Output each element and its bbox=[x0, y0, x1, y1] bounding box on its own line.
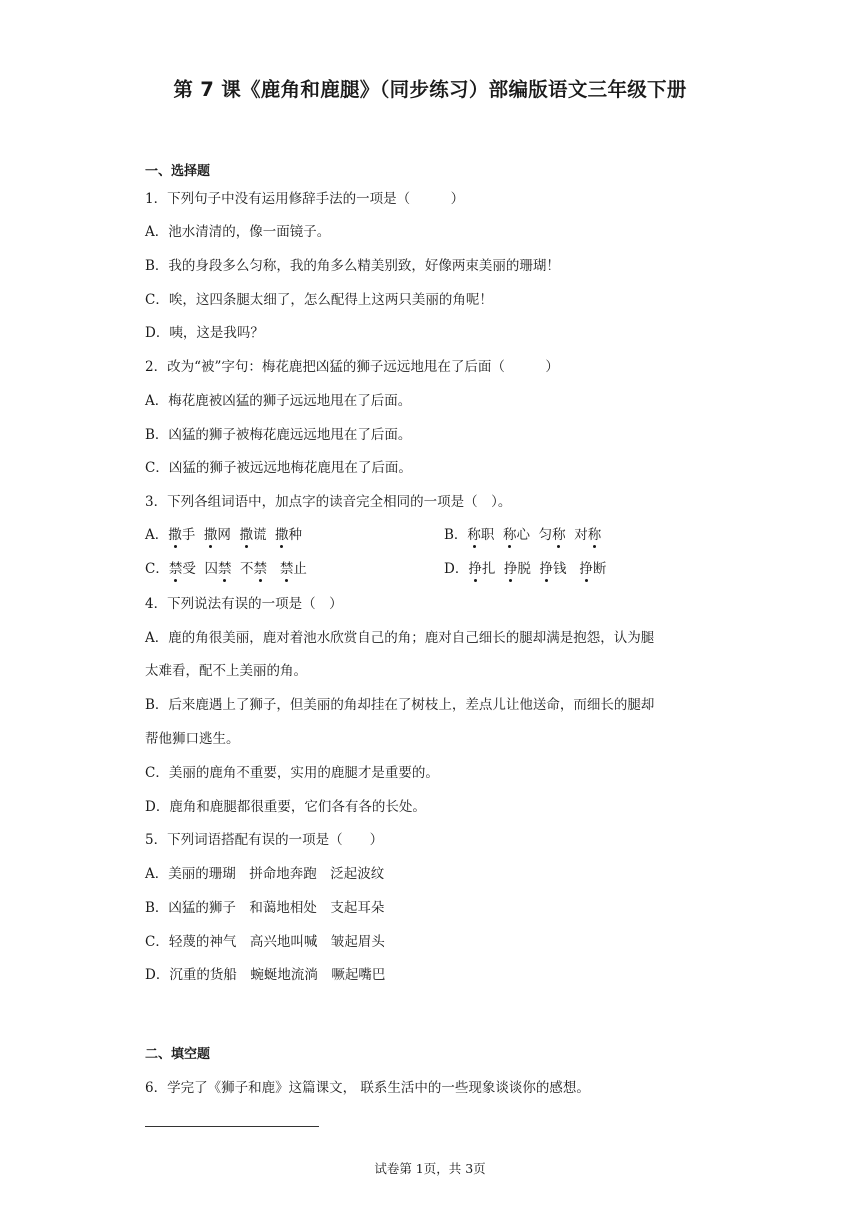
word: 挣脱 bbox=[504, 561, 531, 577]
question-1-option-c: C．唉，这四条腿太细了，怎么配得上这两只美丽的角呢！ bbox=[145, 292, 493, 308]
word: 撒谎 bbox=[239, 527, 266, 543]
option-prefix: A． bbox=[145, 527, 169, 543]
dotted-char: 挣 bbox=[540, 557, 554, 577]
word: 禁受 bbox=[169, 561, 196, 577]
question-4-option-c: C．美丽的鹿角不重要，实用的鹿腿才是重要的。 bbox=[145, 765, 439, 781]
word: 对称 bbox=[574, 527, 601, 543]
option-prefix: D． bbox=[444, 561, 469, 577]
dotted-char: 撒 bbox=[204, 523, 218, 543]
page-title: 第 7 课《鹿角和鹿腿》（同步练习）部编版语文三年级下册 bbox=[173, 78, 687, 101]
answer-blank-line[interactable] bbox=[145, 1126, 319, 1127]
question-3-stem: 3．下列各组词语中，加点字的读音完全相同的一项是（ ）。 bbox=[145, 494, 512, 510]
dotted-char: 称 bbox=[467, 523, 481, 543]
option-prefix: C． bbox=[145, 561, 169, 577]
dotted-char: 禁 bbox=[254, 557, 268, 577]
question-2-stem: 2．改为“被”字句：梅花鹿把凶猛的狮子远远地甩在了后面（ ） bbox=[145, 359, 559, 375]
dotted-char: 称 bbox=[503, 523, 517, 543]
word: 禁止 bbox=[280, 561, 307, 577]
question-1-option-d: D．咦，这是我吗？ bbox=[145, 325, 264, 341]
word: 称心 bbox=[503, 527, 530, 543]
word: 称职 bbox=[467, 527, 494, 543]
question-2-option-c: C．凶猛的狮子被远远地梅花鹿甩在了后面。 bbox=[145, 460, 412, 476]
dotted-char: 称 bbox=[588, 523, 602, 543]
dotted-char: 禁 bbox=[218, 557, 232, 577]
word: 撒种 bbox=[275, 527, 302, 543]
section-heading-fill-blank: 二、填空题 bbox=[145, 1047, 211, 1062]
word: 囚禁 bbox=[204, 561, 231, 577]
question-4-option-b-line1: B．后来鹿遇上了狮子，但美丽的角却挂在了树枝上，差点儿让他送命，而细长的腿却 bbox=[145, 697, 655, 713]
question-4-option-d: D．鹿角和鹿腿都很重要，它们各有各的长处。 bbox=[145, 799, 426, 815]
question-2-option-a: A．梅花鹿被凶猛的狮子远远地甩在了后面。 bbox=[145, 393, 412, 409]
question-3-option-d bbox=[444, 557, 606, 577]
question-3-option-a bbox=[145, 523, 302, 543]
question-4-option-a-line2: 太难看，配不上美丽的角。 bbox=[145, 663, 307, 679]
question-5-stem: 5．下列词语搭配有误的一项是（ ） bbox=[145, 832, 384, 848]
dotted-char: 禁 bbox=[280, 557, 294, 577]
word: 撒网 bbox=[204, 527, 231, 543]
page-footer: 试卷第 1页，共 3页 bbox=[374, 1161, 486, 1176]
word: 挣钱 bbox=[540, 561, 567, 577]
word: 挣断 bbox=[579, 561, 606, 577]
word: 匀称 bbox=[539, 527, 566, 543]
dotted-char: 撒 bbox=[275, 523, 289, 543]
option-prefix: B． bbox=[444, 527, 468, 543]
question-4-stem: 4．下列说法有误的一项是（ ） bbox=[145, 596, 343, 612]
word: 不禁 bbox=[240, 561, 267, 577]
question-1-option-b: B．我的身段多么匀称，我的角多么精美别致，好像两束美丽的珊瑚！ bbox=[145, 258, 560, 274]
dotted-char: 撒 bbox=[239, 523, 253, 543]
word: 挣扎 bbox=[468, 561, 495, 577]
dotted-char: 挣 bbox=[579, 557, 593, 577]
question-1-option-a: A．池水清清的，像一面镜子。 bbox=[145, 224, 331, 240]
question-1-stem: 1．下列句子中没有运用修辞手法的一项是（ ） bbox=[145, 191, 465, 207]
question-3-option-b bbox=[444, 523, 601, 543]
dotted-char: 挣 bbox=[468, 557, 482, 577]
question-2-option-b: B．凶猛的狮子被梅花鹿远远地甩在了后面。 bbox=[145, 427, 412, 443]
section-heading-choice: 一、选择题 bbox=[145, 164, 211, 179]
question-5-option-c: C．轻蔑的神气 高兴地叫喊 皱起眉头 bbox=[145, 934, 385, 950]
question-5-option-d: D．沉重的货船 蜿蜒地流淌 噘起嘴巴 bbox=[145, 967, 386, 983]
question-4-option-b-line2: 帮他狮口逃生。 bbox=[145, 731, 240, 747]
dotted-char: 称 bbox=[552, 523, 566, 543]
dotted-char: 撒 bbox=[168, 523, 182, 543]
question-5-option-a: A．美丽的珊瑚 拼命地奔跑 泛起波纹 bbox=[145, 866, 385, 882]
question-3-option-c bbox=[145, 557, 307, 577]
question-4-option-a-line1: A．鹿的角很美丽，鹿对着池水欣赏自己的角；鹿对自己细长的腿却满是抱怨，认为腿 bbox=[145, 630, 655, 646]
dotted-char: 挣 bbox=[504, 557, 518, 577]
question-5-option-b: B．凶猛的狮子 和蔼地相处 支起耳朵 bbox=[145, 900, 385, 916]
dotted-char: 禁 bbox=[169, 557, 183, 577]
word: 撒手 bbox=[168, 527, 195, 543]
question-6-stem: 6．学完了《狮子和鹿》这篇课文， 联系生活中的一些现象谈谈你的感想。 bbox=[145, 1080, 590, 1096]
